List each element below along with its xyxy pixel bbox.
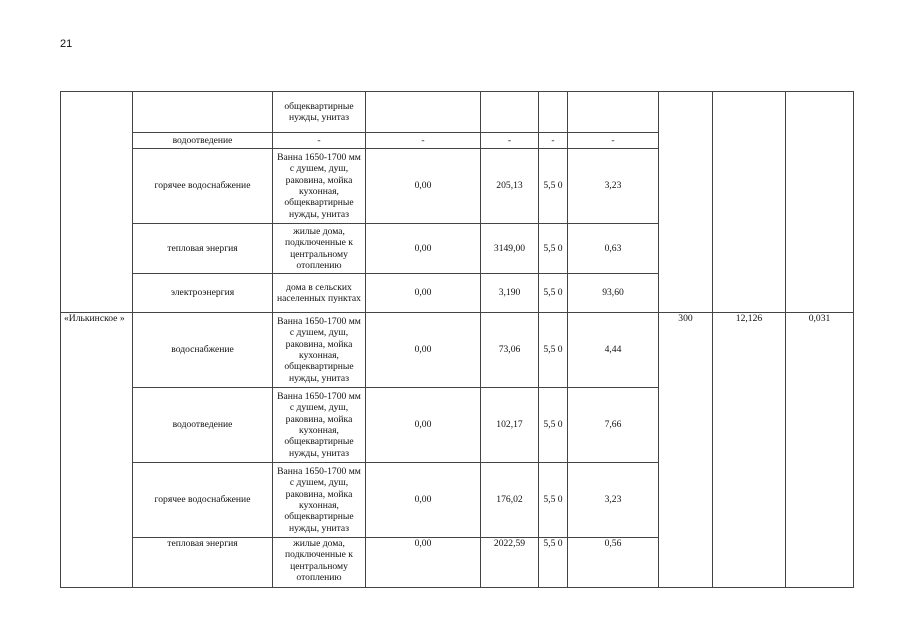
- value-cell: 0,00: [366, 538, 481, 588]
- summary-cell: 0,031: [786, 313, 854, 588]
- value-cell: 3149,00: [481, 224, 539, 274]
- value-cell: [539, 92, 568, 133]
- value-cell: 3,23: [568, 149, 659, 224]
- consumer-cell: жилые дома, подключенные к центральному отоплению: [273, 538, 366, 588]
- value-cell: 5,5 0: [539, 313, 568, 388]
- consumer-cell: -: [273, 133, 366, 149]
- table-row: [61, 313, 854, 388]
- value-cell: 5,5 0: [539, 538, 568, 588]
- service-cell: водоснабжение: [133, 313, 273, 388]
- table-row: [61, 92, 854, 133]
- value-cell: 0,00: [366, 274, 481, 313]
- summary-cell: 12,126: [713, 313, 786, 588]
- summary-cell: [786, 92, 854, 313]
- value-cell: -: [481, 133, 539, 149]
- value-cell: 5,5 0: [539, 463, 568, 538]
- value-cell: -: [366, 133, 481, 149]
- value-cell: [568, 92, 659, 133]
- page-number: 21: [60, 38, 73, 50]
- service-cell: тепловая энергия: [133, 538, 273, 588]
- tariff-table: [60, 91, 854, 588]
- value-cell: 176,02: [481, 463, 539, 538]
- value-cell: 0,00: [366, 463, 481, 538]
- service-cell: водоотведение: [133, 388, 273, 463]
- value-cell: 102,17: [481, 388, 539, 463]
- consumer-cell: Ванна 1650-1700 мм с душем, душ, раковина, мойка кухонная, общеквартирные нужды, унитаз: [273, 149, 366, 224]
- consumer-cell: жилые дома, подключенные к центральному отоплению: [273, 224, 366, 274]
- value-cell: 7,66: [568, 388, 659, 463]
- value-cell: 4,44: [568, 313, 659, 388]
- service-cell: горячее водоснабжение: [133, 463, 273, 538]
- value-cell: 3,190: [481, 274, 539, 313]
- value-cell: 5,5 0: [539, 149, 568, 224]
- value-cell: -: [539, 133, 568, 149]
- value-cell: [481, 92, 539, 133]
- consumer-cell: Ванна 1650-1700 мм с душем, душ, раковина, мойка кухонная, общеквартирные нужды, унитаз: [273, 313, 366, 388]
- summary-cell: [659, 92, 713, 313]
- value-cell: [366, 92, 481, 133]
- value-cell: 0,63: [568, 224, 659, 274]
- value-cell: 0,56: [568, 538, 659, 588]
- municipality-cell: [61, 92, 133, 313]
- summary-cell: 300: [659, 313, 713, 588]
- summary-cell: [713, 92, 786, 313]
- value-cell: 3,23: [568, 463, 659, 538]
- value-cell: 205,13: [481, 149, 539, 224]
- value-cell: 0,00: [366, 388, 481, 463]
- service-cell: водоотведение: [133, 133, 273, 149]
- value-cell: 5,5 0: [539, 388, 568, 463]
- value-cell: 5,5 0: [539, 224, 568, 274]
- service-cell: электроэнергия: [133, 274, 273, 313]
- value-cell: 73,06: [481, 313, 539, 388]
- value-cell: -: [568, 133, 659, 149]
- value-cell: 0,00: [366, 149, 481, 224]
- service-cell: [133, 92, 273, 133]
- consumer-cell: дома в сельских населенных пунктах: [273, 274, 366, 313]
- consumer-cell: Ванна 1650-1700 мм с душем, душ, раковина, мойка кухонная, общеквартирные нужды, унитаз: [273, 463, 366, 538]
- service-cell: тепловая энергия: [133, 224, 273, 274]
- service-cell: горячее водоснабжение: [133, 149, 273, 224]
- value-cell: 93,60: [568, 274, 659, 313]
- value-cell: 2022,59: [481, 538, 539, 588]
- consumer-cell: общеквартирные нужды, унитаз: [273, 92, 366, 133]
- consumer-cell: Ванна 1650-1700 мм с душем, душ, раковина, мойка кухонная, общеквартирные нужды, унитаз: [273, 388, 366, 463]
- value-cell: 5,5 0: [539, 274, 568, 313]
- value-cell: 0,00: [366, 224, 481, 274]
- municipality-name: «Илькинское »: [61, 313, 133, 588]
- value-cell: 0,00: [366, 313, 481, 388]
